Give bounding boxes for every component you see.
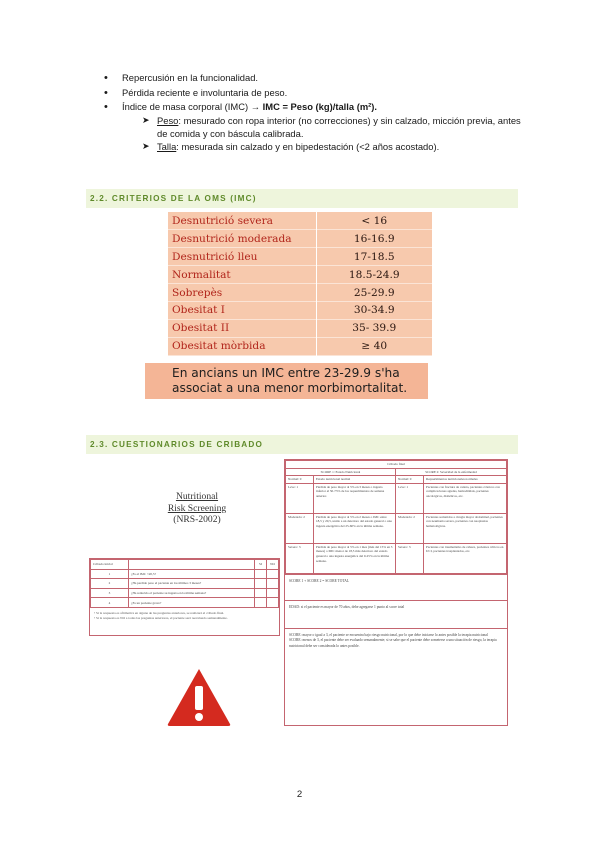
section-heading-cribado: 2.3. CUESTIONARIOS DE CRIBADO (86, 435, 518, 454)
table-row: Severo: 3 Pérdida de peso mayor al 5% en 1 mes (más del 15% en 3 meses) o IMC menor de 18,5 más deterioro del estado general o una ingesta energética del 0-25% en la última semana. Severo: 3 Pacientes con traumatismo de cabeza, pacientes críticos en UCI, pacientes trasplantados, etc. (286, 543, 507, 573)
score-conclusions: SCORE: mayor o igual a 3, el paciente se encuentra bajo riesgo nutricional, por lo que debe iniciarse lo antes posible la terapia nutricional SCORE: menos de 3, el paciente debe ser evaluado semanalmente; si se sabe que el paciente debe someterse a una situación de riesgo, la terapia nutricional debe ser considerada lo antes posible. (285, 628, 507, 653)
imc-range: 35- 39.9 (316, 319, 432, 337)
table-header-row: Cribado inicial SI NO (91, 560, 279, 570)
imc-range: 18.5-24.9 (316, 266, 432, 284)
warning-triangle-icon (165, 666, 233, 728)
imc-range: 30-34.9 (316, 301, 432, 319)
initial-screening-table (89, 558, 280, 636)
table-row: 1 ¿Es el IMC <20,5? (91, 569, 279, 579)
sub-list (142, 114, 532, 154)
imc-category: Normalitat (168, 266, 316, 284)
sub-item-talla: ➤ Talla: mesurada sin calzado y en bipedestación (<2 años acostado). (142, 141, 440, 153)
imc-row (168, 230, 432, 248)
score-total: SCORE 1 + SCORE 2 = SCORE TOTAL (285, 574, 507, 600)
arrow-icon: ➤ (142, 141, 150, 152)
imc-row (168, 248, 432, 266)
imc-range: ≥ 40 (316, 337, 432, 355)
table-row: 4 ¿Es un paciente grave? (91, 598, 279, 608)
bullet-item: • Pérdida reciente e involuntaria de peso. (104, 86, 544, 101)
table-row: Normal: 0 Estado nutricional normal Normal: 0 Requerimientos nutricionales normales (286, 476, 507, 484)
imc-range: 16-16.9 (316, 230, 432, 248)
table-row: Leve: 1 Pérdida de peso mayor al 5% en 3 meses o ingesta inferior al 50-75% de los requerimientos de semana anterior. Leve: 1 Pacientes con fractura de cadera, pacientes crónicos con complicaciones agudas, hemodiálisis, pacientes oncológicos, diabéticos, etc. (286, 483, 507, 513)
table-row: 3 ¿Ha reducido el paciente su ingesta en la última semana? (91, 588, 279, 598)
imc-category: Obesitat mòrbida (168, 337, 316, 355)
imc-row (168, 284, 432, 302)
imc-range: 17-18.5 (316, 248, 432, 266)
imc-row (168, 319, 432, 337)
table-header-row: Cribado final (286, 461, 507, 469)
imc-category: Desnutrició severa (168, 212, 316, 230)
imc-row (168, 266, 432, 284)
imc-category: Desnutrició moderada (168, 230, 316, 248)
age-note: EDAD: si el paciente es mayor de 70 años, debe agregarse 1 punto al score total (285, 600, 507, 628)
imc-row (168, 212, 432, 230)
section-heading-oms: 2.2. CRITERIOS DE LA OMS (IMC) (86, 189, 518, 208)
imc-category: Desnutrició lleu (168, 248, 316, 266)
imc-category: Sobrepès (168, 284, 316, 302)
table-row: Moderado: 2 Pérdida de peso mayor al 5% en 2 meses o IMC entre 18,5 y 20,5, unido a un deterioro del estado general o una ingesta energética del 25-60% en la última semana. Moderado: 2 Pacientes sometidos a cirugía mayor abdominal, pacientes con neumonía severa, pacientes con neoplasias hematológicas. (286, 513, 507, 543)
final-screening-table (284, 459, 508, 726)
table-header-row: SCORE 1: Estado Nutricional SCORE 2: Severidad de la enfermedad (286, 468, 507, 476)
imc-elderly-note: En ancians un IMC entre 23-29.9 s'ha associat a una menor morbimortalitat. (145, 363, 428, 399)
screening-notes: • Si la respuesta es afirmativa en alguna de las preguntas anteriores, se realizará el cribado final. • Si la respuesta es NO a todas las preguntas anteriores, el paciente será reevaluado semanalmente. (94, 610, 228, 621)
arrow-icon: ➤ (142, 115, 150, 125)
imc-table (168, 212, 432, 356)
bullet-item-imc: • Índice de masa corporal (IMC) → IMC = Peso (kg)/talla (m²). (104, 100, 544, 115)
imc-category: Obesitat I (168, 301, 316, 319)
bullet-item: • Repercusión en la funcionalidad. (104, 71, 544, 86)
imc-row (168, 337, 432, 355)
imc-range: < 16 (316, 212, 432, 230)
sub-item-peso: ➤ Peso: mesurado con ropa interior (no correcciones) y sin calzado, micción previa, antes de comida y con báscula calibrada. (142, 115, 521, 140)
bullet-list (104, 71, 544, 115)
imc-category: Obesitat II (168, 319, 316, 337)
imc-row (168, 301, 432, 319)
imc-range: 25-29.9 (316, 284, 432, 302)
nrs-title: Nutritional Risk Screening (NRS-2002) (167, 491, 227, 526)
page-number: 2 (296, 789, 303, 800)
table-row: 2 ¿Ha perdido peso el paciente en los últimos 3 meses? (91, 579, 279, 589)
